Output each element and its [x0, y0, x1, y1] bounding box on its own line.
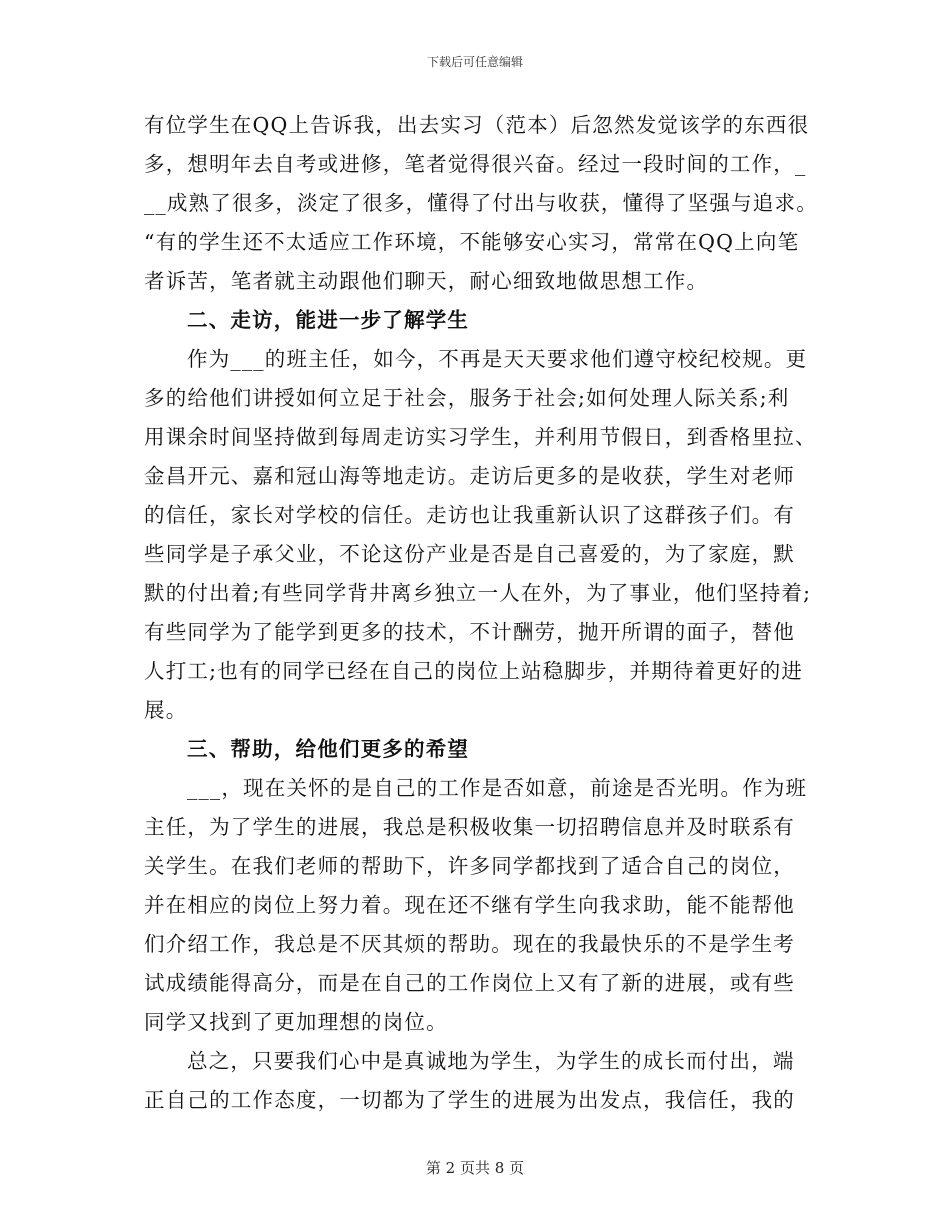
text-line: ___，现在关怀的是自己的工作是否如意，前途是否光明。作为班: [187, 776, 808, 800]
text-line: 试成绩能得高分，而是在自己的工作岗位上又有了新的进展，或有些: [144, 971, 795, 995]
text-line: 用课余时间坚持做到每周走访实习学生，并利用节假日，到香格里拉、: [144, 425, 817, 449]
document-body: [144, 106, 818, 1120]
text-line: 默的付出着;有些同学背井离乡独立一人在外，为了事业，他们坚持着;: [144, 581, 812, 605]
text-line: 展。: [144, 698, 188, 722]
text-line: 者诉苦，笔者就主动跟他们聊天，耐心细致地做思想工作。: [144, 269, 709, 293]
paragraph-help: [144, 769, 810, 1042]
section-heading-help: 三、帮助，给他们更多的希望: [187, 737, 470, 761]
text-line: 们介绍工作，我总是不厌其烦的帮助。现在的我最快乐的不是学生考: [144, 932, 795, 956]
text-line: __成熟了很多，淡定了很多，懂得了付出与收获，懂得了坚强与追求。: [144, 191, 818, 215]
text-line: 同学又找到了更加理想的岗位。: [144, 1010, 448, 1034]
page-header: 下载后可任意编辑: [426, 55, 523, 69]
paragraph-visits: [144, 340, 817, 730]
text-line: 有位学生在QQ上告诉我，出去实习（范本）后忽然发觉该学的东西很: [144, 113, 810, 137]
text-line: 金昌开元、嘉和冠山海等地走访。走访后更多的是收获，学生对老师: [144, 464, 795, 488]
text-line: 总之，只要我们心中是真诚地为学生，为学生的成长而付出，端: [187, 1049, 795, 1073]
page-footer: 第 2 页共 8 页: [425, 1159, 525, 1177]
text-line: 有些同学为了能学到更多的技术，不计酬劳，抛开所谓的面子，替他: [144, 620, 795, 644]
text-line: 些同学是子承父业，不论这份产业是否是自己喜爱的，为了家庭，默: [144, 542, 795, 566]
text-line: 主任，为了学生的进展，我总是积极收集一切招聘信息并及时联系有: [144, 815, 795, 839]
text-line: 多，想明年去自考或进修，笔者觉得很兴奋。经过一段时间的工作，_: [144, 152, 807, 176]
text-line: 多的给他们讲授如何立足于社会，服务于社会;如何处理人际关系;利: [144, 386, 790, 410]
text-line: 人打工;也有的同学已经在自己的岗位上站稳脚步，并期待着更好的进: [144, 659, 804, 683]
text-line: 正自己的工作态度，一切都为了学生的进展为出发点，我信任，我的: [144, 1088, 795, 1112]
section-heading-visits: 二、走访，能进一步了解学生: [187, 308, 470, 332]
text-line: 的信任，家长对学校的信任。走访也让我重新认识了这群孩子们。有: [144, 503, 795, 527]
paragraph-qq-feedback: [144, 106, 818, 301]
text-line: 关学生。在我们老师的帮助下，许多同学都找到了适合自己的岗位，: [144, 854, 795, 878]
paragraph-conclusion: [144, 1042, 810, 1120]
text-line: “有的学生还不太适应工作环境，不能够安心实习，常常在QQ上向笔: [144, 230, 800, 254]
text-line: 作为___的班主任，如今，不再是天天要求他们遵守校纪校规。更: [187, 347, 808, 371]
text-line: 并在相应的岗位上努力着。现在还不继有学生向我求助，能不能帮他: [144, 893, 795, 917]
